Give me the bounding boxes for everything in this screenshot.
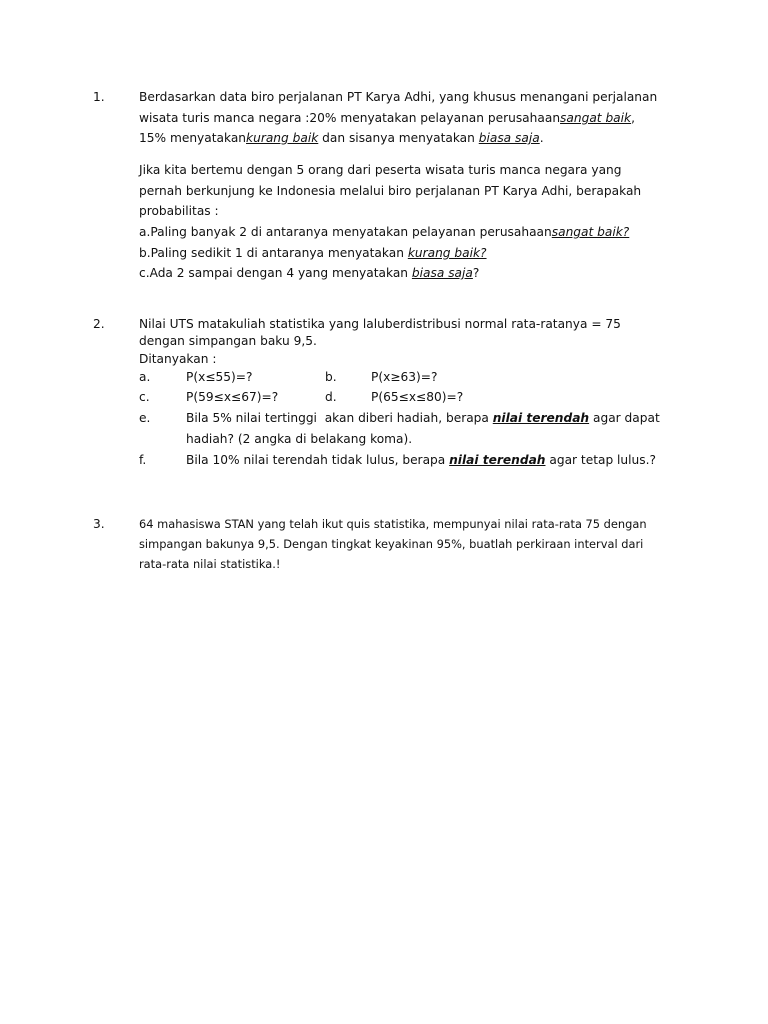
question-3-line-3: rata-rata nilai statistika.! xyxy=(139,557,281,571)
emphasis: kurang baik? xyxy=(407,246,487,260)
question-1-item-c xyxy=(139,263,479,283)
emphasis-nilai-terendah: nilai terendah xyxy=(449,453,546,467)
question-2-item-e xyxy=(186,408,660,428)
text: . xyxy=(539,131,544,145)
question-2-item-f xyxy=(186,450,656,470)
text: Bila 10% nilai terendah tidak lulus, berapa xyxy=(186,453,450,467)
text: c.Ada 2 sampai dengan 4 yang menyatakan xyxy=(139,266,412,280)
question-1-line-1: Berdasarkan data biro perjalanan PT Karya Adhi, yang khusus menangani perjalanan xyxy=(139,90,658,104)
question-2-label-b: b. xyxy=(325,370,337,384)
question-1-item-a xyxy=(139,222,629,242)
question-1-para2-line-2: pernah berkunjung ke Indonesia melalui biro perjalanan PT Karya Adhi, berapakah xyxy=(139,184,642,198)
text: b.Paling sedikit 1 di antaranya menyatakan xyxy=(139,246,408,260)
question-2-line-1: Nilai UTS matakuliah statistika yang laluberdistribusi normal rata-ratanya = 75 xyxy=(139,317,621,331)
emphasis: sangat baik? xyxy=(551,225,630,239)
question-1-para2-line-1: Jika kita bertemu dengan 5 orang dari peserta wisata turis manca negara yang xyxy=(139,163,622,177)
question-2-label-e: e. xyxy=(139,411,151,425)
emphasis-nilai-terendah: nilai terendah xyxy=(492,411,590,425)
question-2-line-2: dengan simpangan baku 9,5. xyxy=(139,334,317,348)
question-2-label-d: d. xyxy=(325,390,337,404)
question-2-line-3: Ditanyakan : xyxy=(139,352,217,366)
question-3-number: 3. xyxy=(93,517,105,531)
emphasis-sangat-baik: sangat baik xyxy=(560,111,632,125)
text: agar tetap lulus.? xyxy=(545,453,656,467)
text: ? xyxy=(472,266,480,280)
question-3-line-1: 64 mahasiswa STAN yang telah ikut quis statistika, mempunyai nilai rata-rata 75 dengan xyxy=(139,517,647,531)
question-2-item-c: P(59≤x≤67)=? xyxy=(186,390,279,404)
question-2-label-f: f. xyxy=(139,453,147,467)
question-1-para2-line-3: probabilitas : xyxy=(139,204,219,218)
question-2-item-e-line-2: hadiah? (2 angka di belakang koma). xyxy=(186,432,413,446)
text: agar dapat xyxy=(589,411,660,425)
question-1-line-3 xyxy=(139,128,544,148)
text: 15% menyatakan xyxy=(139,131,247,145)
text: dan sisanya menyatakan xyxy=(318,131,479,145)
emphasis-biasa-saja: biasa saja xyxy=(478,131,540,145)
question-1-line-2 xyxy=(139,108,635,128)
question-2-item-a: P(x≤55)=? xyxy=(186,370,253,384)
question-1-item-b xyxy=(139,243,487,263)
text: a.Paling banyak 2 di antaranya menyatakan pelayanan perusahaan xyxy=(139,225,552,239)
question-2-label-c: c. xyxy=(139,390,150,404)
question-2-number: 2. xyxy=(93,317,105,331)
text: wisata turis manca negara :20% menyatakan pelayanan perusahaan xyxy=(139,111,561,125)
question-2-item-d: P(65≤x≤80)=? xyxy=(371,390,464,404)
text: Bila 5% nilai tertinggi akan diberi hadiah, berapa xyxy=(186,411,493,425)
emphasis-kurang-baik: kurang baik xyxy=(246,131,319,145)
question-2-item-b: P(x≥63)=? xyxy=(371,370,438,384)
question-3-line-2: simpangan bakunya 9,5. Dengan tingkat keyakinan 95%, buatlah perkiraan interval dari xyxy=(139,537,644,551)
text: , xyxy=(631,111,635,125)
question-2-label-a: a. xyxy=(139,370,151,384)
question-1-number: 1. xyxy=(93,90,105,104)
emphasis: biasa saja xyxy=(411,266,473,280)
